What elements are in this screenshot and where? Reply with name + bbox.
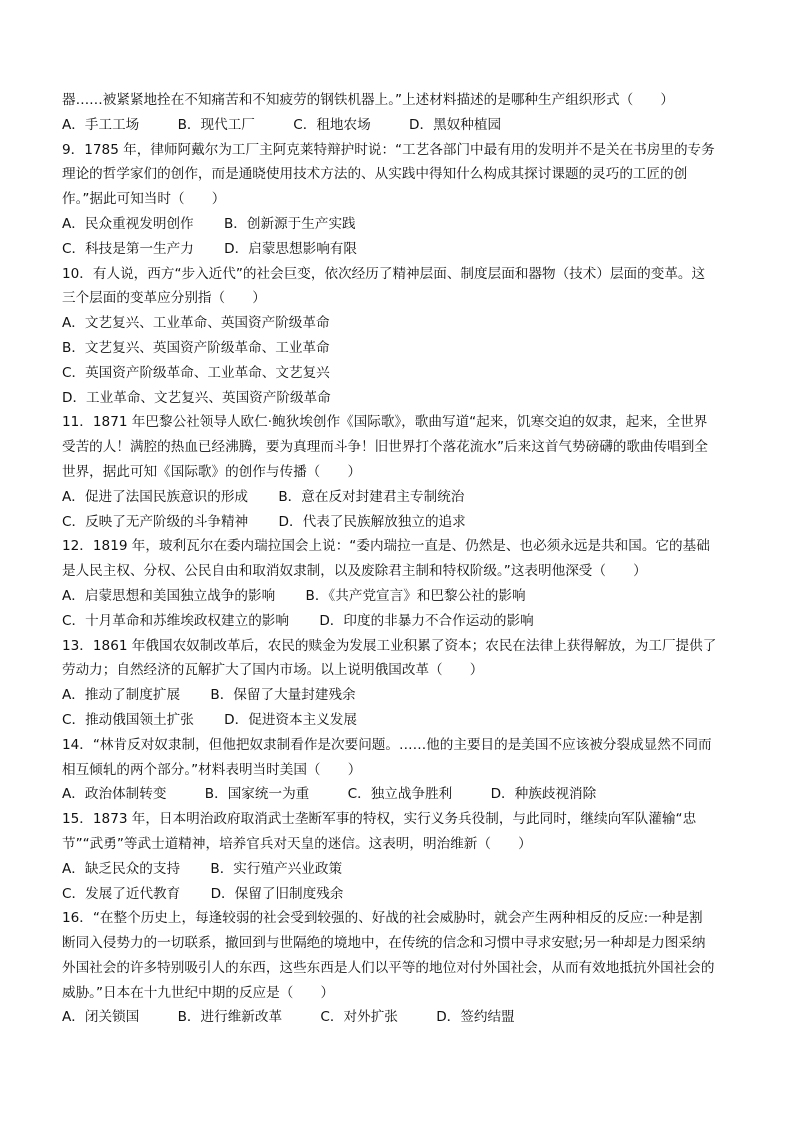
question-9-options-row [62, 212, 754, 237]
question-14-option-a[interactable]: A．政治体制转变 [62, 786, 167, 803]
question-10-option-d[interactable]: D．工业革命、文艺复兴、英国资产阶级革命 [62, 389, 331, 406]
question-14-option-d[interactable]: D．种族歧视消除 [490, 786, 597, 803]
question-14-text-line: 14．“林肯反对奴隶制，但他把奴隶制看作是次要问题。……他的主要目的是美国不应该被分裂成显然不同而 [62, 736, 712, 753]
question-12-option-b[interactable]: B．《共产党宣言》和巴黎公社的影响 [305, 587, 526, 604]
question-9-option-a[interactable]: A．民众重视发明创作 [62, 215, 194, 232]
question-13-text-line: 劳动力；自然经济的瓦解扩大了国内市场。以上说明俄国改革（ ） [62, 662, 484, 679]
question-14-options [62, 782, 754, 807]
question-12-text-line: 是人民主权、分权、公民自由和取消奴隶制，以及废除君主制和特权阶级。”这表明他深受（ ） [62, 563, 647, 580]
question-8-options [62, 113, 754, 138]
question-13-text-line: 13．1861 年俄国农奴制改革后，农民的赎金为发展工业积累了资本；农民在法律上获得解放，为工厂提供了 [62, 637, 717, 654]
question-16-text-line: 断同入侵势力的一切联系，撤回到与世隔绝的境地中，在传统的信念和习惯中寻求安慰;另一种却是力图采纳 [62, 935, 706, 952]
question-13-option-b[interactable]: B．保留了大量封建残余 [210, 687, 356, 704]
question-13 [62, 634, 754, 733]
question-11-options-row [62, 510, 754, 535]
question-9-option-c[interactable]: C．科技是第一生产力 [62, 240, 194, 257]
question-11-option-a[interactable]: A．促进了法国民族意识的形成 [62, 488, 249, 505]
question-11-text-line: 11．1871 年巴黎公社领导人欧仁·鲍狄埃创作《国际歌》，歌曲写道“起来，饥寒交迫的奴隶，起来，全世界 [62, 414, 708, 431]
question-16-text-line: 16．“在整个历史上，每逢较弱的社会受到较强的、好战的社会威胁时，就会产生两种相反的反应:一种是割 [62, 910, 703, 927]
question-16-option-d[interactable]: D．签约结盟 [436, 1009, 515, 1026]
question-8-option-d[interactable]: D．黑奴种植园 [409, 116, 502, 133]
question-13-option-d[interactable]: D．促进资本主义发展 [224, 711, 357, 728]
question-11-text-line: 受苦的人！满腔的热血已经沸腾，要为真理而斗争！旧世界打个落花流水”后来这首气势磅礴的歌曲传唱到全 [62, 439, 708, 456]
question-9-option-d[interactable]: D．启蒙思想影响有限 [224, 240, 357, 257]
question-16 [62, 906, 754, 1030]
question-12-option-c[interactable]: C．十月革命和苏维埃政权建立的影响 [62, 612, 289, 629]
question-11-option-c[interactable]: C．反映了无产阶级的斗争精神 [62, 513, 249, 530]
question-15-option-b[interactable]: B．实行殖产兴业政策 [210, 860, 343, 877]
question-8-option-a[interactable]: A．手工工场 [62, 116, 140, 133]
question-15 [62, 807, 754, 906]
question-12-text-line: 12．1819 年，玻利瓦尔在委内瑞拉国会上说：“委内瑞拉一直是、仍然是、也必须永远是共和国。它的基础 [62, 538, 710, 555]
question-13-option-c[interactable]: C．推动俄国领土扩张 [62, 711, 194, 728]
question-15-text-line: 15．1873 年，日本明治政府取消武士垄断军事的特权，实行义务兵役制，与此同时，继续向军队灌输“忠 [62, 811, 697, 828]
question-13-options-row [62, 708, 754, 733]
question-16-option-b[interactable]: B．进行维新改革 [177, 1009, 283, 1026]
question-10-text-line: 三个层面的变革应分别指（ ） [62, 290, 266, 307]
question-9-text-line: 9．1785 年，律师阿戴尔为工厂主阿克莱特辩护时说：“工艺各部门中最有用的发明并不是关在书房里的专务 [62, 141, 715, 158]
question-8-option-b[interactable]: B．现代工厂 [177, 116, 255, 133]
question-15-option-a[interactable]: A．缺乏民众的支持 [62, 860, 181, 877]
question-13-options-row [62, 683, 754, 708]
question-11-text-line: 世界，据此可知《国际歌》的创作与传播（ ） [62, 463, 362, 480]
question-14-option-c[interactable]: C．独立战争胜利 [347, 786, 453, 803]
question-9 [62, 138, 754, 262]
question-10-option-b[interactable]: B．文艺复兴、英国资产阶级革命、工业革命 [62, 339, 330, 356]
question-14 [62, 733, 754, 807]
question-9-option-b[interactable]: B．创新源于生产实践 [223, 215, 356, 232]
question-16-option-a[interactable]: A．闭关锁国 [62, 1009, 140, 1026]
question-10-option-a[interactable]: A．文艺复兴、工业革命、英国资产阶级革命 [62, 315, 330, 332]
question-16-option-c[interactable]: C．对外扩张 [320, 1009, 398, 1026]
question-12-options-row [62, 609, 754, 634]
question-14-option-b[interactable]: B．国家统一为重 [204, 786, 310, 803]
question-15-text-line: 节”“武勇”等武士道精神，培养官兵对天皇的迷信。这表明，明治维新（ ） [62, 835, 532, 852]
question-9-options-row [62, 237, 754, 262]
question-10-text-line: 10．有人说，西方“步入近代”的社会巨变，依次经历了精神层面、制度层面和器物（技术）层面的变革。这 [62, 265, 706, 282]
question-9-text-line: 理论的哲学家们的创作，而是通晓使用技术方法的、从实践中得知什么构成其探讨课题的灵巧的工匠的创 [62, 166, 688, 183]
question-12-option-a[interactable]: A．启蒙思想和美国独立战争的影响 [62, 587, 276, 604]
question-12 [62, 534, 754, 633]
question-16-options [62, 1005, 754, 1030]
question-12-option-d[interactable]: D．印度的非暴力不合作运动的影响 [319, 612, 534, 629]
question-15-option-c[interactable]: C．发展了近代教育 [62, 885, 181, 902]
question-16-text-line: 外国社会的许多特别吸引人的东西，这些东西是人们以平等的地位对付外国社会，从而有效地抵抗外国社会的 [62, 959, 715, 976]
question-13-option-a[interactable]: A．推动了制度扩展 [62, 687, 181, 704]
question-11 [62, 410, 754, 534]
question-15-options-row [62, 882, 754, 907]
question-8 [62, 88, 754, 138]
question-11-option-d[interactable]: D．代表了民族解放独立的追求 [278, 513, 466, 530]
question-8-text: 器……被紧紧地拴在不知痛苦和不知疲劳的钢铁机器上。”上述材料描述的是哪种生产组织形式（ ） [62, 92, 674, 108]
question-12-options-row [62, 584, 754, 609]
question-10 [62, 262, 754, 411]
question-11-option-b[interactable]: B．意在反对封建君主专制统治 [278, 488, 465, 505]
question-14-text-line: 相互倾轧的两个部分。”材料表明当时美国（ ） [62, 761, 362, 778]
question-8-option-c[interactable]: C．租地农场 [293, 116, 371, 133]
question-9-text-line: 作。”据此可知当时（ ） [62, 191, 226, 208]
question-11-options-row [62, 485, 754, 510]
question-15-option-d[interactable]: D．保留了旧制度残余 [210, 885, 344, 902]
question-16-text-line: 威胁。”日本在十九世纪中期的反应是（ ） [62, 984, 335, 1001]
question-10-option-c[interactable]: C．英国资产阶级革命、工业革命、文艺复兴 [62, 364, 330, 381]
question-15-options-row [62, 857, 754, 882]
